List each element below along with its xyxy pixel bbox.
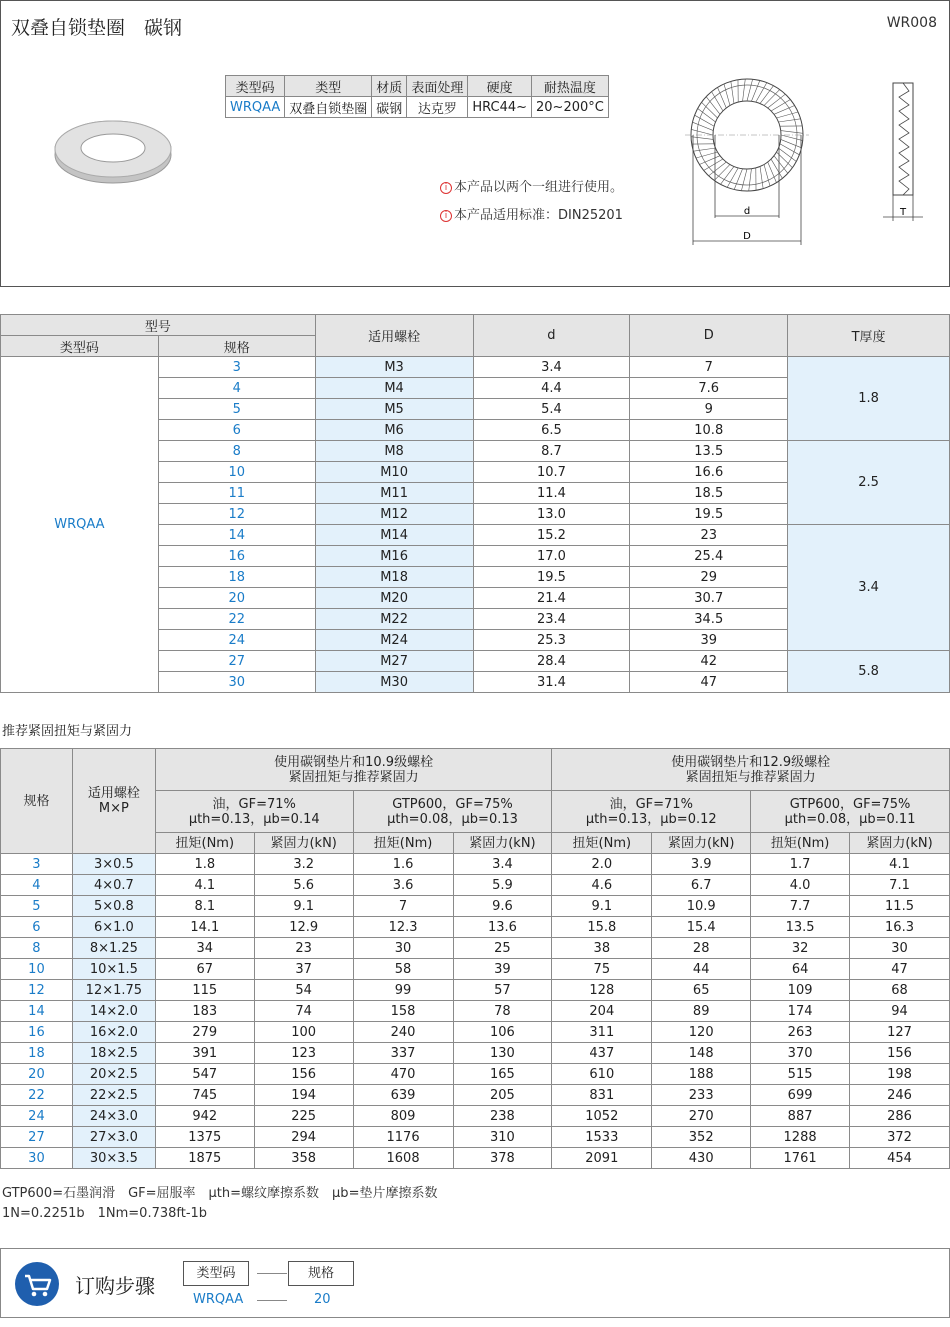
torque-row — [1, 854, 950, 875]
torque-value: 430 — [652, 1148, 751, 1169]
torque-value: 1052 — [552, 1106, 652, 1127]
spec-bolt: M20 — [315, 588, 473, 609]
torque-value: 337 — [353, 1043, 453, 1064]
torque-row — [1, 1001, 950, 1022]
spec-size: 3 — [158, 357, 315, 378]
torque-value: 198 — [850, 1064, 950, 1085]
spec-bolt: M16 — [315, 546, 473, 567]
torque-value: 204 — [552, 1001, 652, 1022]
mat-h-3: 表面处理 — [407, 76, 468, 97]
torque-row — [1, 875, 950, 896]
torque-table — [0, 748, 950, 1169]
torque-value: 286 — [850, 1106, 950, 1127]
mat-surface: 达克罗 — [407, 97, 468, 118]
spec-h-group: 型号 — [1, 315, 316, 336]
spec-thickness: 3.4 — [788, 525, 950, 651]
torque-value: 11.5 — [850, 896, 950, 917]
torque-value: 130 — [453, 1043, 552, 1064]
spec-h-D: D — [630, 315, 788, 357]
material-table — [225, 75, 609, 118]
torque-value: 1176 — [353, 1127, 453, 1148]
torque-value: 115 — [155, 980, 254, 1001]
spec-size: 12 — [158, 504, 315, 525]
mat-h-1: 类型 — [285, 76, 372, 97]
torque-value: 128 — [552, 980, 652, 1001]
torque-value: 109 — [751, 980, 850, 1001]
spec-size: 16 — [158, 546, 315, 567]
torque-value: 7 — [353, 896, 453, 917]
torque-value: 65 — [652, 980, 751, 1001]
spec-h-T: T厚度 — [788, 315, 950, 357]
torque-value: 44 — [652, 959, 751, 980]
torque-value: 1375 — [155, 1127, 254, 1148]
mat-hardness: HRC44~ — [468, 97, 532, 118]
spec-D: 39 — [630, 630, 788, 651]
torque-value: 610 — [552, 1064, 652, 1085]
torque-value: 7.7 — [751, 896, 850, 917]
torque-value: 78 — [453, 1001, 552, 1022]
torque-bolt: 24×3.0 — [72, 1106, 155, 1127]
torque-row — [1, 917, 950, 938]
torque-value: 99 — [353, 980, 453, 1001]
torque-bolt: 5×0.8 — [72, 896, 155, 917]
spec-bolt: M14 — [315, 525, 473, 546]
torque-size: 27 — [1, 1127, 73, 1148]
washer-photo — [51, 109, 181, 189]
torque-size: 22 — [1, 1085, 73, 1106]
torque-value: 123 — [254, 1043, 353, 1064]
washer-side-drawing — [879, 79, 929, 229]
spec-D: 30.7 — [630, 588, 788, 609]
note-1: i 本产品以两个一组进行使用。 — [440, 176, 623, 195]
spec-d: 3.4 — [473, 357, 630, 378]
spec-size: 8 — [158, 441, 315, 462]
torque-value: 515 — [751, 1064, 850, 1085]
torque-bolt: 22×2.5 — [72, 1085, 155, 1106]
torque-value: 34 — [155, 938, 254, 959]
spec-d: 8.7 — [473, 441, 630, 462]
torque-value: 9.1 — [552, 896, 652, 917]
torque-h-force: 紧固力(kN) — [453, 833, 552, 854]
spec-thickness: 1.8 — [788, 357, 950, 441]
torque-value: 30 — [850, 938, 950, 959]
torque-value: 238 — [453, 1106, 552, 1127]
torque-value: 127 — [850, 1022, 950, 1043]
spec-h-bolt: 适用螺栓 — [315, 315, 473, 357]
torque-bolt: 6×1.0 — [72, 917, 155, 938]
spec-thickness: 2.5 — [788, 441, 950, 525]
torque-size: 24 — [1, 1106, 73, 1127]
torque-value: 94 — [850, 1001, 950, 1022]
spec-D: 42 — [630, 651, 788, 672]
torque-value: 2091 — [552, 1148, 652, 1169]
torque-h-bolt: 适用螺栓 M×P — [72, 749, 155, 854]
spec-row — [1, 357, 950, 378]
torque-row — [1, 959, 950, 980]
dim-d: d — [743, 206, 751, 217]
spec-bolt: M30 — [315, 672, 473, 693]
torque-bolt: 20×2.5 — [72, 1064, 155, 1085]
spec-d: 19.5 — [473, 567, 630, 588]
spec-D: 29 — [630, 567, 788, 588]
footnote-2: 1N=0.2251b 1Nm=0.738ft-1b — [2, 1206, 208, 1221]
torque-row — [1, 1085, 950, 1106]
order-title: 订购步骤 — [75, 1274, 155, 1298]
order-value-size: 20 — [314, 1292, 331, 1307]
torque-value: 57 — [453, 980, 552, 1001]
spec-d: 21.4 — [473, 588, 630, 609]
torque-h-force: 紧固力(kN) — [652, 833, 751, 854]
spec-bolt: M22 — [315, 609, 473, 630]
torque-h-torque: 扭矩(Nm) — [155, 833, 254, 854]
torque-bolt: 18×2.5 — [72, 1043, 155, 1064]
spec-d: 6.5 — [473, 420, 630, 441]
torque-value: 1.6 — [353, 854, 453, 875]
spec-h-type: 类型码 — [1, 336, 159, 357]
spec-size: 27 — [158, 651, 315, 672]
torque-size: 20 — [1, 1064, 73, 1085]
torque-value: 25 — [453, 938, 552, 959]
torque-value: 3.6 — [353, 875, 453, 896]
torque-value: 38 — [552, 938, 652, 959]
spec-size: 5 — [158, 399, 315, 420]
info-icon: i — [440, 210, 452, 222]
torque-h-group2: 使用碳钢垫片和12.9级螺栓 紧固扭矩与推荐紧固力 — [552, 749, 950, 791]
torque-value: 158 — [353, 1001, 453, 1022]
page-title: 双叠自锁垫圈 碳钢 — [11, 17, 183, 39]
torque-value: 809 — [353, 1106, 453, 1127]
mat-material: 碳钢 — [372, 97, 407, 118]
torque-value: 120 — [652, 1022, 751, 1043]
torque-value: 39 — [453, 959, 552, 980]
torque-value: 352 — [652, 1127, 751, 1148]
torque-size: 30 — [1, 1148, 73, 1169]
spec-table — [0, 314, 950, 693]
torque-value: 3.2 — [254, 854, 353, 875]
spec-bolt: M10 — [315, 462, 473, 483]
spec-size: 18 — [158, 567, 315, 588]
torque-value: 370 — [751, 1043, 850, 1064]
torque-value: 14.1 — [155, 917, 254, 938]
torque-value: 1608 — [353, 1148, 453, 1169]
torque-h-size: 规格 — [1, 749, 73, 854]
spec-D: 10.8 — [630, 420, 788, 441]
torque-value: 67 — [155, 959, 254, 980]
torque-value: 28 — [652, 938, 751, 959]
torque-value: 100 — [254, 1022, 353, 1043]
torque-value: 1875 — [155, 1148, 254, 1169]
torque-h-sub1: 油，GF=71% μth=0.13，μb=0.14 — [155, 791, 353, 833]
spec-size: 22 — [158, 609, 315, 630]
torque-bolt: 10×1.5 — [72, 959, 155, 980]
torque-value: 4.1 — [155, 875, 254, 896]
product-code: WR008 — [886, 15, 937, 31]
torque-value: 391 — [155, 1043, 254, 1064]
torque-value: 1288 — [751, 1127, 850, 1148]
torque-value: 68 — [850, 980, 950, 1001]
footnote-1: GTP600=石墨润滑 GF=屈服率 μth=螺纹摩擦系数 μb=垫片摩擦系数 — [2, 1186, 438, 1201]
torque-size: 3 — [1, 854, 73, 875]
torque-size: 8 — [1, 938, 73, 959]
spec-bolt: M8 — [315, 441, 473, 462]
mat-h-0: 类型码 — [226, 76, 285, 97]
torque-row — [1, 1148, 950, 1169]
torque-bolt: 30×3.5 — [72, 1148, 155, 1169]
torque-bolt: 4×0.7 — [72, 875, 155, 896]
torque-h-torque: 扭矩(Nm) — [751, 833, 850, 854]
torque-bolt: 12×1.75 — [72, 980, 155, 1001]
product-header-box — [0, 0, 950, 287]
order-steps — [0, 1248, 950, 1318]
spec-thickness: 5.8 — [788, 651, 950, 693]
torque-value: 165 — [453, 1064, 552, 1085]
torque-value: 12.3 — [353, 917, 453, 938]
torque-value: 294 — [254, 1127, 353, 1148]
spec-type-code: WRQAA — [1, 357, 159, 693]
torque-value: 942 — [155, 1106, 254, 1127]
torque-value: 470 — [353, 1064, 453, 1085]
torque-value: 831 — [552, 1085, 652, 1106]
spec-bolt: M18 — [315, 567, 473, 588]
mat-type-code: WRQAA — [226, 97, 285, 118]
torque-value: 263 — [751, 1022, 850, 1043]
note-2: i 本产品适用标准：DIN25201 — [440, 204, 623, 223]
spec-d: 4.4 — [473, 378, 630, 399]
torque-value: 10.9 — [652, 896, 751, 917]
torque-row — [1, 1127, 950, 1148]
torque-value: 156 — [850, 1043, 950, 1064]
spec-D: 47 — [630, 672, 788, 693]
torque-value: 310 — [453, 1127, 552, 1148]
torque-value: 188 — [652, 1064, 751, 1085]
spec-D: 16.6 — [630, 462, 788, 483]
torque-value: 16.3 — [850, 917, 950, 938]
order-box-size: 规格 — [288, 1261, 354, 1286]
torque-h-sub2: GTP600，GF=75% μth=0.08，μb=0.13 — [353, 791, 552, 833]
spec-d: 13.0 — [473, 504, 630, 525]
torque-value: 8.1 — [155, 896, 254, 917]
torque-value: 54 — [254, 980, 353, 1001]
torque-row — [1, 1064, 950, 1085]
torque-value: 4.1 — [850, 854, 950, 875]
torque-value: 13.6 — [453, 917, 552, 938]
spec-bolt: M24 — [315, 630, 473, 651]
torque-value: 12.9 — [254, 917, 353, 938]
torque-size: 4 — [1, 875, 73, 896]
torque-value: 358 — [254, 1148, 353, 1169]
torque-value: 7.1 — [850, 875, 950, 896]
spec-h-d: d — [473, 315, 630, 357]
spec-d: 15.2 — [473, 525, 630, 546]
torque-value: 699 — [751, 1085, 850, 1106]
torque-section-title: 推荐紧固扭矩与紧固力 — [2, 724, 133, 739]
spec-bolt: M11 — [315, 483, 473, 504]
spec-size: 14 — [158, 525, 315, 546]
torque-value: 233 — [652, 1085, 751, 1106]
torque-value: 3.9 — [652, 854, 751, 875]
order-connector — [257, 1273, 287, 1274]
torque-value: 887 — [751, 1106, 850, 1127]
torque-value: 75 — [552, 959, 652, 980]
spec-D: 13.5 — [630, 441, 788, 462]
torque-value: 372 — [850, 1127, 950, 1148]
torque-value: 1.8 — [155, 854, 254, 875]
torque-row — [1, 1106, 950, 1127]
torque-value: 547 — [155, 1064, 254, 1085]
torque-value: 745 — [155, 1085, 254, 1106]
torque-h-sub3: 油，GF=71% μth=0.13，μb=0.12 — [552, 791, 751, 833]
spec-d: 5.4 — [473, 399, 630, 420]
order-box-type: 类型码 — [183, 1261, 249, 1286]
spec-size: 6 — [158, 420, 315, 441]
spec-size: 20 — [158, 588, 315, 609]
spec-D: 9 — [630, 399, 788, 420]
mat-h-4: 硬度 — [468, 76, 532, 97]
torque-size: 14 — [1, 1001, 73, 1022]
torque-value: 6.7 — [652, 875, 751, 896]
torque-bolt: 14×2.0 — [72, 1001, 155, 1022]
torque-value: 437 — [552, 1043, 652, 1064]
cart-icon — [15, 1262, 59, 1306]
torque-row — [1, 938, 950, 959]
order-value-type: WRQAA — [193, 1292, 244, 1307]
torque-value: 15.4 — [652, 917, 751, 938]
spec-D: 23 — [630, 525, 788, 546]
spec-D: 7.6 — [630, 378, 788, 399]
torque-value: 148 — [652, 1043, 751, 1064]
torque-row — [1, 980, 950, 1001]
info-icon: i — [440, 182, 452, 194]
spec-bolt: M12 — [315, 504, 473, 525]
torque-row — [1, 1022, 950, 1043]
torque-size: 5 — [1, 896, 73, 917]
torque-value: 5.9 — [453, 875, 552, 896]
order-connector — [257, 1300, 287, 1301]
torque-value: 311 — [552, 1022, 652, 1043]
torque-value: 246 — [850, 1085, 950, 1106]
torque-bolt: 8×1.25 — [72, 938, 155, 959]
torque-h-sub4: GTP600，GF=75% μth=0.08，μb=0.11 — [751, 791, 950, 833]
spec-bolt: M6 — [315, 420, 473, 441]
spec-size: 24 — [158, 630, 315, 651]
torque-value: 1533 — [552, 1127, 652, 1148]
torque-value: 58 — [353, 959, 453, 980]
torque-value: 279 — [155, 1022, 254, 1043]
mat-h-5: 耐热温度 — [532, 76, 609, 97]
torque-value: 639 — [353, 1085, 453, 1106]
torque-size: 12 — [1, 980, 73, 1001]
torque-value: 3.4 — [453, 854, 552, 875]
torque-value: 454 — [850, 1148, 950, 1169]
torque-value: 270 — [652, 1106, 751, 1127]
torque-value: 30 — [353, 938, 453, 959]
torque-value: 9.6 — [453, 896, 552, 917]
torque-value: 15.8 — [552, 917, 652, 938]
spec-bolt: M5 — [315, 399, 473, 420]
torque-value: 4.0 — [751, 875, 850, 896]
spec-bolt: M3 — [315, 357, 473, 378]
torque-value: 64 — [751, 959, 850, 980]
torque-value: 5.6 — [254, 875, 353, 896]
torque-value: 183 — [155, 1001, 254, 1022]
torque-size: 16 — [1, 1022, 73, 1043]
torque-bolt: 16×2.0 — [72, 1022, 155, 1043]
washer-ring — [685, 79, 809, 191]
torque-value: 37 — [254, 959, 353, 980]
spec-size: 30 — [158, 672, 315, 693]
spec-d: 11.4 — [473, 483, 630, 504]
spec-d: 10.7 — [473, 462, 630, 483]
spec-D: 7 — [630, 357, 788, 378]
torque-value: 4.6 — [552, 875, 652, 896]
spec-d: 23.4 — [473, 609, 630, 630]
torque-row — [1, 896, 950, 917]
mat-type: 双叠自锁垫圈 — [285, 97, 372, 118]
torque-size: 10 — [1, 959, 73, 980]
torque-h-force: 紧固力(kN) — [850, 833, 950, 854]
torque-value: 156 — [254, 1064, 353, 1085]
spec-h-size: 规格 — [158, 336, 315, 357]
torque-value: 205 — [453, 1085, 552, 1106]
spec-D: 25.4 — [630, 546, 788, 567]
torque-value: 106 — [453, 1022, 552, 1043]
torque-value: 89 — [652, 1001, 751, 1022]
spec-size: 11 — [158, 483, 315, 504]
washer-front-drawing — [681, 73, 821, 248]
spec-size: 10 — [158, 462, 315, 483]
torque-size: 18 — [1, 1043, 73, 1064]
torque-h-torque: 扭矩(Nm) — [353, 833, 453, 854]
torque-value: 174 — [751, 1001, 850, 1022]
torque-row — [1, 1043, 950, 1064]
spec-D: 34.5 — [630, 609, 788, 630]
spec-D: 18.5 — [630, 483, 788, 504]
mat-h-2: 材质 — [372, 76, 407, 97]
spec-bolt: M27 — [315, 651, 473, 672]
torque-value: 32 — [751, 938, 850, 959]
torque-value: 1.7 — [751, 854, 850, 875]
spec-d: 25.3 — [473, 630, 630, 651]
spec-bolt: M4 — [315, 378, 473, 399]
torque-value: 2.0 — [552, 854, 652, 875]
torque-bolt: 27×3.0 — [72, 1127, 155, 1148]
spec-D: 19.5 — [630, 504, 788, 525]
torque-value: 240 — [353, 1022, 453, 1043]
torque-value: 1761 — [751, 1148, 850, 1169]
torque-value: 9.1 — [254, 896, 353, 917]
torque-bolt: 3×0.5 — [72, 854, 155, 875]
torque-value: 378 — [453, 1148, 552, 1169]
dim-D: D — [743, 231, 751, 242]
spec-d: 28.4 — [473, 651, 630, 672]
torque-value: 225 — [254, 1106, 353, 1127]
mat-temp: 20~200°C — [532, 97, 609, 118]
torque-value: 13.5 — [751, 917, 850, 938]
torque-size: 6 — [1, 917, 73, 938]
dim-T: T — [899, 207, 907, 218]
torque-value: 47 — [850, 959, 950, 980]
spec-d: 31.4 — [473, 672, 630, 693]
spec-d: 17.0 — [473, 546, 630, 567]
torque-value: 23 — [254, 938, 353, 959]
torque-h-force: 紧固力(kN) — [254, 833, 353, 854]
torque-value: 74 — [254, 1001, 353, 1022]
spec-size: 4 — [158, 378, 315, 399]
torque-value: 194 — [254, 1085, 353, 1106]
torque-h-torque: 扭矩(Nm) — [552, 833, 652, 854]
torque-h-group1: 使用碳钢垫片和10.9级螺栓 紧固扭矩与推荐紧固力 — [155, 749, 552, 791]
